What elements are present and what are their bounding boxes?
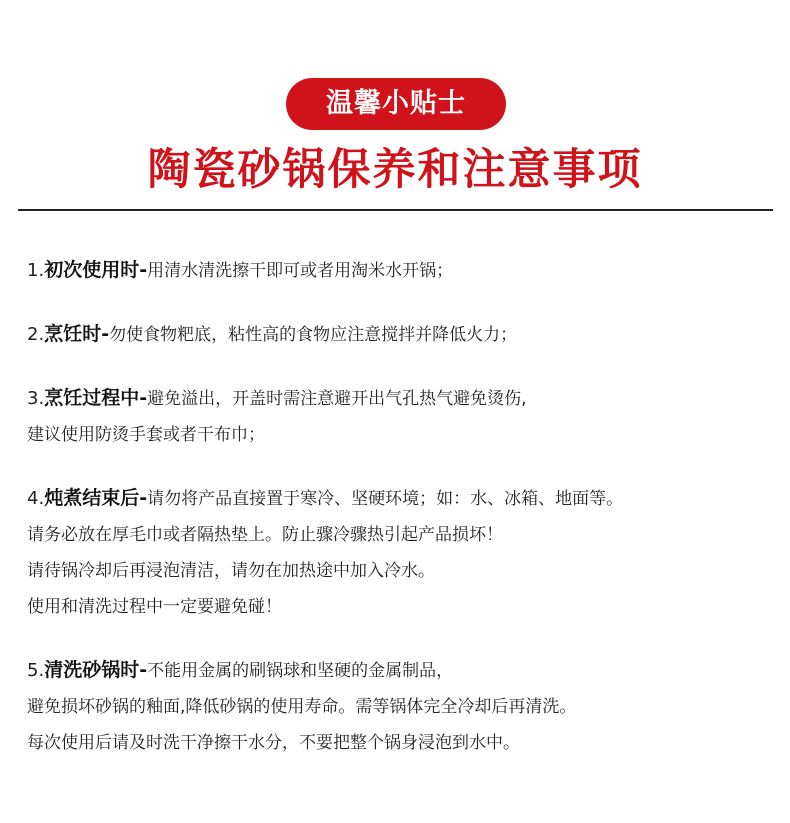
tip-text: 用清水清洗擦干即可或者用淘米水开锅； [147, 261, 454, 281]
tip-line [27, 380, 777, 417]
tip-line: 每次使用后请及时洗干净擦干水分，不要把整个锅身浸泡到水中。 [27, 733, 520, 753]
tip-cleaning [27, 652, 777, 761]
tip-text: 请勿将产品直接置于寒冷、坚硬环境；如：水、冰箱、地面等。 [147, 489, 624, 509]
title-divider [18, 209, 773, 211]
tip-first-use [27, 252, 777, 289]
tip-cooking [27, 316, 777, 353]
tip-line: 避免损坏砂锅的釉面,降低砂锅的使用寿命。需等锅体完全冷却后再清洗。 [27, 697, 577, 717]
tip-heading: 炖煮结束后- [44, 487, 148, 509]
tip-heading: 烹饪过程中- [44, 387, 148, 409]
tip-during-cooking [27, 380, 777, 453]
tip-text: 不能用金属的刷锅球和坚硬的金属制品， [147, 661, 454, 681]
tip-line [27, 316, 777, 353]
tip-number: 1. [27, 260, 45, 281]
tip-text: 勿使食物粑底，粘性高的食物应注意搅拌并降低火力； [109, 325, 518, 345]
tip-heading: 清洗砂锅时- [44, 659, 148, 681]
tip-text: 避免溢出，开盖时需注意避开出气孔热气避免烫伤, [147, 389, 527, 409]
tip-line [27, 252, 777, 289]
tip-line: 使用和清洗过程中一定要避免碰！ [27, 597, 282, 617]
tip-line: 请待锅冷却后再浸泡清洁，请勿在加热途中加入冷水。 [27, 561, 435, 581]
tip-line [27, 652, 777, 689]
tip-number: 2. [27, 324, 45, 345]
tip-number: 4. [27, 488, 45, 509]
tip-line: 请务必放在厚毛巾或者隔热垫上。防止骤冷骤热引起产品损坏！ [27, 525, 503, 545]
tip-after-stewing [27, 480, 777, 625]
tip-number: 5. [27, 660, 45, 681]
tip-heading: 烹饪时- [44, 323, 110, 345]
tip-number: 3. [27, 388, 45, 409]
tips-list [27, 252, 777, 761]
page-title: 陶瓷砂锅保养和注意事项 [147, 145, 643, 195]
tip-line: 建议使用防烫手套或者干布巾； [27, 425, 265, 445]
tip-heading: 初次使用时- [44, 259, 148, 281]
tip-line [27, 480, 777, 517]
tips-badge: 温馨小贴士 [286, 78, 506, 130]
